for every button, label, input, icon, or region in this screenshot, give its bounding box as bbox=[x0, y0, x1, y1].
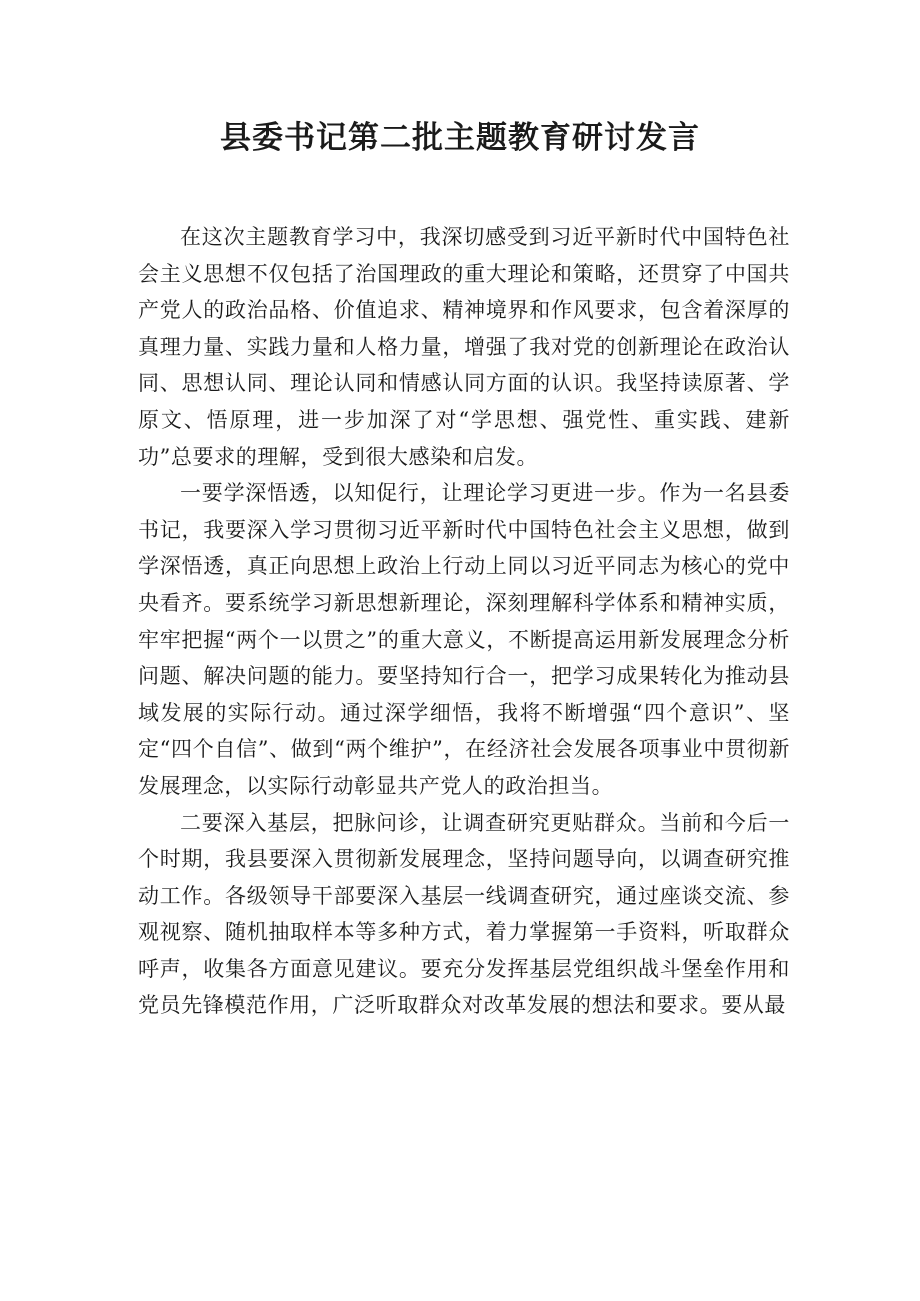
document-title: 县委书记第二批主题教育研讨发言 bbox=[220, 120, 700, 156]
document-body bbox=[138, 164, 790, 1024]
paragraph-intro: 在这次主题教育学习中，我深切感受到习近平新时代中国特色社会主义思想不仅包括了治国理政的重大理论和策略，还贯穿了中国共产党人的政治品格、价值追求、精神境界和作风要求，包含着深厚的真理力量、实践力量和人格力量，增强了我对党的创新理论在政治认同、思想认同、理论认同和情感认同方面的认识。我坚持读原著、学原文、悟原理，进一步加深了对“学思想、强党性、重实践、建新功”总要求的理解，受到很大感染和启发。 bbox=[138, 225, 790, 469]
paragraph-point-two: 二要深入基层，把脉问诊，让调查研究更贴群众。当前和今后一个时期，我县要深入贯彻新发展理念，坚持问题导向，以调查研究推动工作。各级领导干部要深入基层一线调查研究，通过座谈交流、参观视察、随机抽取样本等多种方式，着力掌握第一手资料，听取群众呼声，收集各方面意见建议。要充分发挥基层党组织战斗堡垒作用和党员先锋模范作用，广泛听取群众对改革发展的想法和要求。要从最 bbox=[138, 810, 790, 1018]
paragraph-point-one: 一要学深悟透，以知促行，让理论学习更进一步。作为一名县委书记，我要深入学习贯彻习近平新时代中国特色社会主义思想，做到学深悟透，真正向思想上政治上行动上同以习近平同志为核心的党中央看齐。要系统学习新思想新理论，深刻理解科学体系和精神实质，牢牢把握“两个一以贯之”的重大意义，不断提高运用新发展理念分析问题、解决问题的能力。要坚持知行合一，把学习成果转化为推动县域发展的实际行动。通过深学细悟，我将不断增强“四个意识”、坚定“四个自信”、做到“两个维护”，在经济社会发展各项事业中贯彻新发展理念，以实际行动彰显共产党人的政治担当。 bbox=[138, 481, 790, 798]
